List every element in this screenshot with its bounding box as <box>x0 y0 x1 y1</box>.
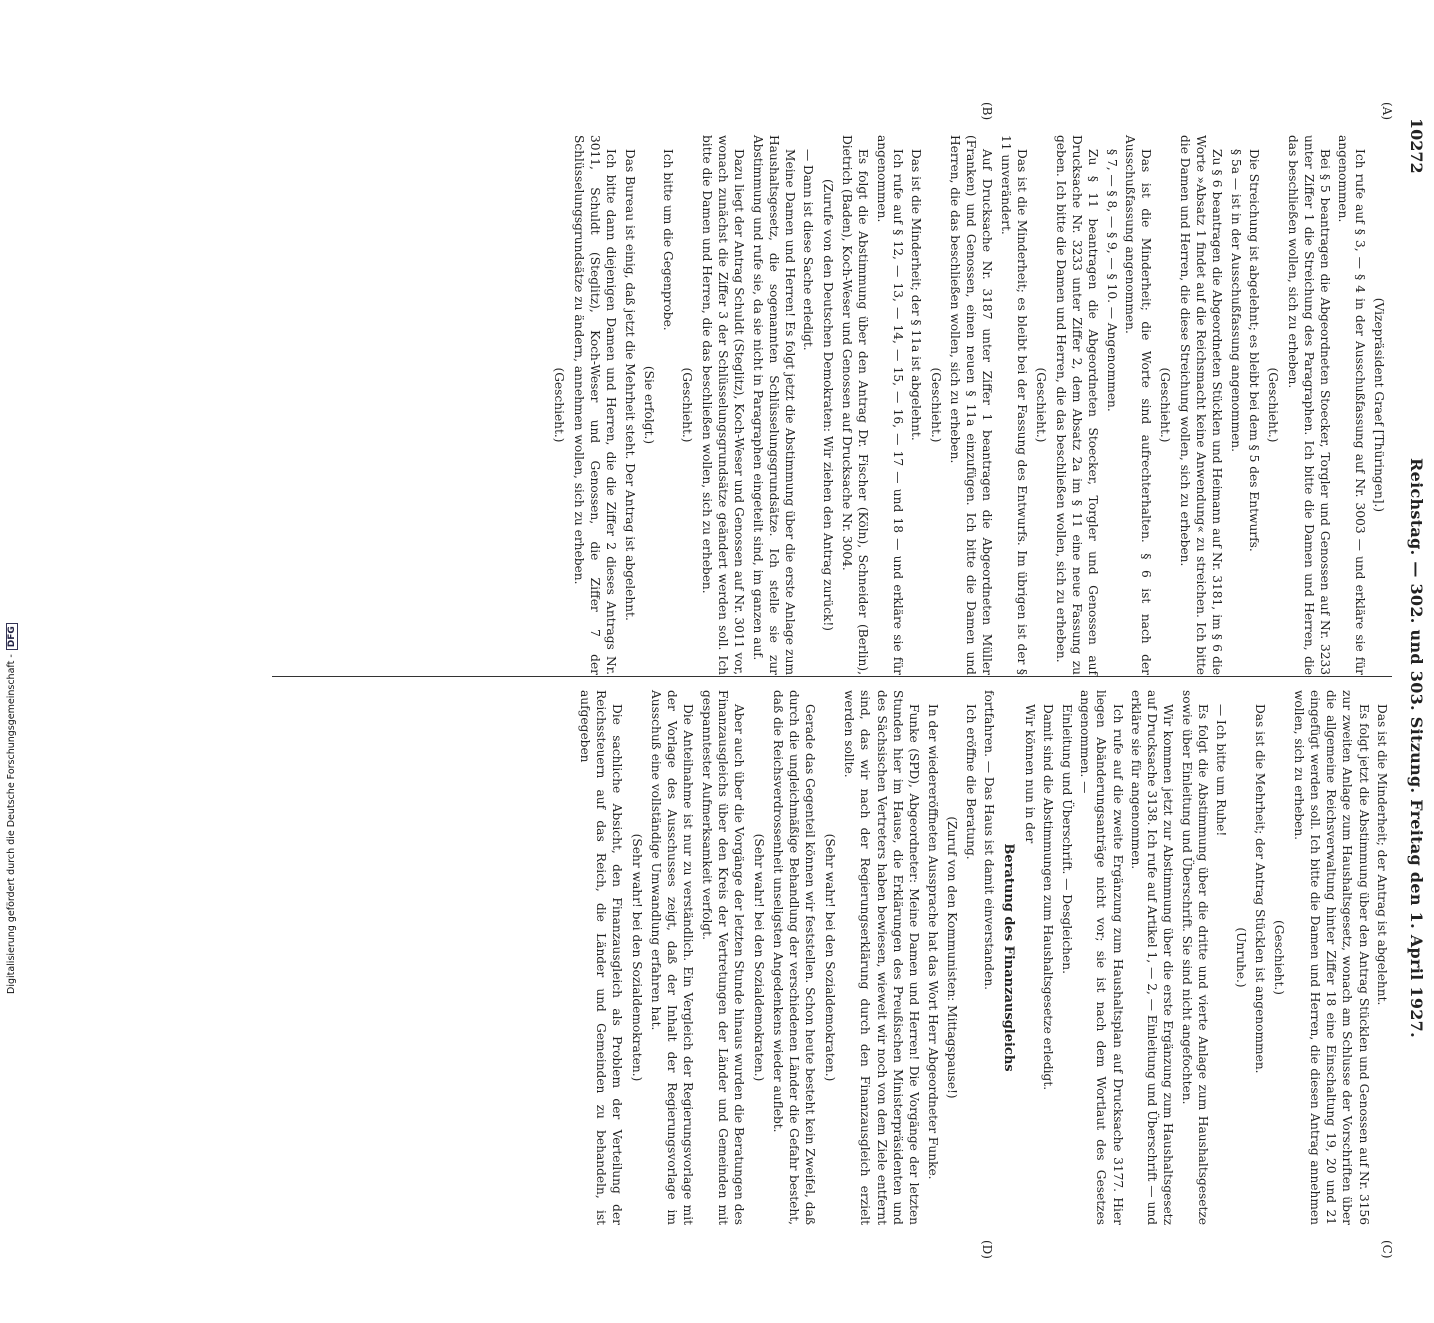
margin-marker-c: (C) <box>1380 1240 1394 1259</box>
paragraph: Ich bitte dann diejenigen Damen und Herren, die die Ziffer 2 dieses Antrags Nr. 3011, Schuldt (Steglitz), Koch-Weser und Genossen, die Ziffer 7 der Schlüsselungsgrundsätze zu ändern, annehmen wollen, sich zu erheben. <box>571 135 619 675</box>
stage-direction: (Geschieht.) <box>928 367 943 443</box>
speaker-note: (Vizepräsident Graef [Thüringen].) <box>1372 297 1386 513</box>
paragraph: Wir kommen jetzt zur Abstimmung über die erste Ergänzung zum Haushaltsgesetz auf Drucksache 3138. Ich rufe auf Artikel 1, — 2, — Einleitung und Überschrift — und erkläre sie für angenommen. <box>1128 690 1176 1225</box>
paragraph: Die sachliche Absicht, den Finanzausgleich als Problem der Verteilung der Reichssteuern auf das Reich, die Länder und Gemeinden zu behandeln, ist aufgegeben <box>577 690 625 1225</box>
stage-direction: (Geschieht.) <box>1158 367 1173 443</box>
paragraph: Ich rufe auf § 12, — 13, — 14, — 15, — 16, — 17 — und 18 — und erkläre sie für angenommen. <box>874 135 905 675</box>
paragraph: — Ich bitte um Ruhe! <box>1214 704 1229 837</box>
paragraph: Meine Damen und Herren! Es folgt jetzt die Abstimmung über die erste Anlage zum Haushaltsgesetz, die sogenannten Schlüsselungsgrundsätze. Ich stelle sie zur Abstimmung und rufe sie, da sie nicht in Paragraphen eingeteilt sind, im ganzen auf. <box>750 135 798 675</box>
interjection: (Sehr wahr! bei den Sozialdemokraten.) <box>751 833 766 1082</box>
paragraph: Ich rufe auf § 3, — § 4 in der Ausschußfassung auf Nr. 3003 — und erkläre sie für angenommen. <box>1336 135 1367 675</box>
stage-direction: (Unruhe.) <box>1233 927 1248 988</box>
paragraph: Einleitung und Überschrift. — Desgleichen. <box>1059 704 1074 974</box>
credit-text: Digitalisierung gefördert durch die Deutsche Forschungsgemeinschaft - <box>6 654 17 994</box>
interjection: (Zuruf von den Kommunisten: Mittagspause!) <box>944 816 959 1099</box>
section-heading: Beratung des Finanzausgleichs <box>1000 843 1016 1072</box>
interjection: (Zurufe von den Deutschen Demokraten: Wir ziehen den Antrag zurück!) <box>820 178 835 631</box>
page-number: 10272 <box>1407 118 1426 174</box>
interjection: (Sehr wahr! bei den Sozialdemokraten.) <box>822 833 837 1082</box>
paragraph: Aber auch über die Vorgänge der letzten Stunde hinaus wurden die Beratungen des Finanzausgleichs über den Kreis der Vertretungen der Länder und Gemeinden mit gespanntester Aufmerksamkeit verfolgt. <box>699 690 747 1225</box>
page-header <box>1400 118 1426 1323</box>
running-title: Reichstag. — 302. und 303. Sitzung. Freitag den 1. April 1927. <box>1407 458 1426 1038</box>
paragraph: Ich bitte um die Gegenprobe. <box>661 149 676 331</box>
paragraph: Das ist die Mehrheit; der Antrag Stücklen ist angenommen. <box>1252 704 1267 1074</box>
stage-direction: (Geschieht.) <box>1266 367 1281 443</box>
paragraph: Die Streichung ist abgelehnt; es bleibt bei dem § 5 des Entwurfs. <box>1246 149 1261 552</box>
paragraph: Das ist die Minderheit; der Antrag ist abgelehnt. <box>1375 704 1389 1006</box>
digitization-credit <box>6 594 18 994</box>
paragraph: Das Bureau ist einig, daß jetzt die Mehrheit steht. Der Antrag ist abgelehnt. <box>622 149 637 621</box>
paragraph: Bei § 5 beantragen die Abgeordneten Stoecker, Torgler und Genossen auf Nr. 3233 unter Ziffer 1 die Streichung des Paragraphen. Ich bitte die Damen und Herren, die das beschließen wollen, sich zu erheben. <box>1285 135 1333 675</box>
paragraph: Zu § 6 beantragen die Abgeordneten Stücklen und Heimann auf Nr. 3181, im § 6 die Worte »Absatz 1 findet auf die Reichsmacht keine Anwendung« zu streichen. Ich bitte die Damen und Herren, die diese Streichung wollen, sich zu erheben. <box>1177 135 1225 675</box>
paragraph: Funke (SPD), Abgeordneter: Meine Damen und Herren! Die Vorgänge der letzten Stunden hier im Hause, die Erklärungen des Preußischen Ministerpräsidenten und des Sächsischen Vertreters haben bewiesen, wieweit wir noch von dem Ziele entfernt sind, das wir nach der Regierungserklärung durch den Finanzausgleich erzielt werden sollte. <box>842 690 922 1225</box>
paragraph: In der wiedereröffneten Aussprache hat das Wort Herr Abgeordneter Funke. <box>925 704 940 1180</box>
right-column <box>574 690 1390 1225</box>
paragraph: Das ist die Minderheit; es bleibt bei der Fassung des Entwurfs. Im übrigen ist der § 11 unverändert. <box>998 135 1030 675</box>
paragraph: Zu § 11 beantragen die Abgeordneten Stoecker, Torgler und Genossen auf Drucksache Nr. 3233 unter Ziffer 2, dem Absatz 2a im § 11 eine neue Fassung zu geben. Ich bitte die Damen und Herren, die das beschließen wollen, sich zu erheben. <box>1053 135 1101 675</box>
paragraph: Es folgt die Abstimmung über den Antrag Dr. Fischer (Köln), Schneider (Berlin), Dietrich (Baden), Koch-Weser und Genossen auf Drucksache Nr. 3004. <box>840 135 871 675</box>
paragraph: Wir können nun in der <box>1023 704 1038 844</box>
left-column <box>548 135 1390 675</box>
paragraph: Dazu liegt der Antrag Schuldt (Steglitz), Koch-Weser und Genossen auf Nr. 3011 vor, wonach zunächst die Ziffer 3 der Schlüsselungsgrundsätze geändert werden soll. Ich bitte die Damen und Herren, die das beschließen wollen, sich zu erheben. <box>699 135 747 675</box>
interjection: (Sehr wahr! bei den Sozialdemokraten.) <box>629 833 644 1082</box>
paragraph: Es folgt die Abstimmung über die dritte und vierte Anlage zum Haushaltsgesetze sowie über Einleitung und Überschrift. Sie sind nicht angefochten. <box>1179 690 1211 1225</box>
dfg-logo: DFG <box>6 623 18 650</box>
stage-direction: (Geschieht.) <box>1272 919 1287 996</box>
paragraph: Ich eröffne die Beratung. <box>964 704 979 860</box>
stage-direction: (Sie erfolgt.) <box>641 365 656 445</box>
column-divider <box>272 676 1392 677</box>
margin-marker-d: (D) <box>980 1240 994 1259</box>
paragraph: Das ist die Minderheit; die Worte sind aufrechterhalten. § 6 ist nach der Ausschußfassung angenommen. <box>1122 135 1154 675</box>
paragraph: Ich rufe auf die zweite Ergänzung zum Haushaltsplan auf Drucksache 3177. Hier liegen Abänderungsanträge nicht vor; sie ist nach dem Wortlaut des Gesetzes angenommen. — <box>1077 690 1125 1225</box>
paragraph: Es folgt jetzt die Abstimmung über den Antrag Stücklen und Genossen auf Nr. 3156 zur zweiten Anlage zum Haushaltsgesetz, wonach am Schlusse der Vorschriften über die allgemeine Reichsverwaltung hinter Ziffer 18 eine Einschaltung 19, 20 und 21 eingefügt werden soll. Ich bitte die Damen und Herren, die diesen Antrag annehmen wollen, sich zu erheben. <box>1291 690 1371 1225</box>
margin-marker-b: (B) <box>980 102 994 121</box>
paragraph: § 7, — § 8, — § 9, — § 10. — Angenommen. <box>1104 149 1119 412</box>
paragraph: Gerade das Gegenteil können wir feststellen. Schon heute besteht kein Zweifel, daß durch die ungleichmäßige Behandlung der verschiedenen Länder die Gefahr besteht, daß die Reichsverdrossenheit unseligsten Angedenkens wieder auflebt. <box>770 690 818 1225</box>
paragraph: — Dann ist diese Sache erledigt. <box>801 149 816 351</box>
paragraph: § 5a — ist in der Ausschußfassung angenommen. <box>1228 149 1243 453</box>
stage-direction: (Geschieht.) <box>680 367 695 443</box>
paragraph: Die Anteilnahme ist nur zu verständlich. Ein Vergleich der Regierungsvorlage mit der Vorlage des Ausschusses zeigt, daß der Inhalt der Regierungsvorlage im Ausschuß eine vollständige Umwandlung erfahren hat. <box>648 690 696 1225</box>
paragraph: Auf Drucksache Nr. 3187 unter Ziffer 1 beantragen die Abgeordneten Müller (Franken) und Genossen, einen neuen § 11a einzufügen. Ich bitte die Damen und Herren, die das beschließen wollen, sich zu erheben. <box>947 135 995 675</box>
paragraph: Das ist die Minderheit; der § 11a ist abgelehnt. <box>909 149 924 441</box>
stage-direction: (Geschieht.) <box>552 367 567 443</box>
paragraph: fortfahren. — Das Haus ist damit einverstanden. <box>982 690 997 991</box>
paragraph: Damit sind die Abstimmungen zum Haushaltsgesetze erledigt. <box>1041 704 1056 1091</box>
stage-direction: (Geschieht.) <box>1034 367 1049 443</box>
margin-marker-a: (A) <box>1380 102 1394 121</box>
